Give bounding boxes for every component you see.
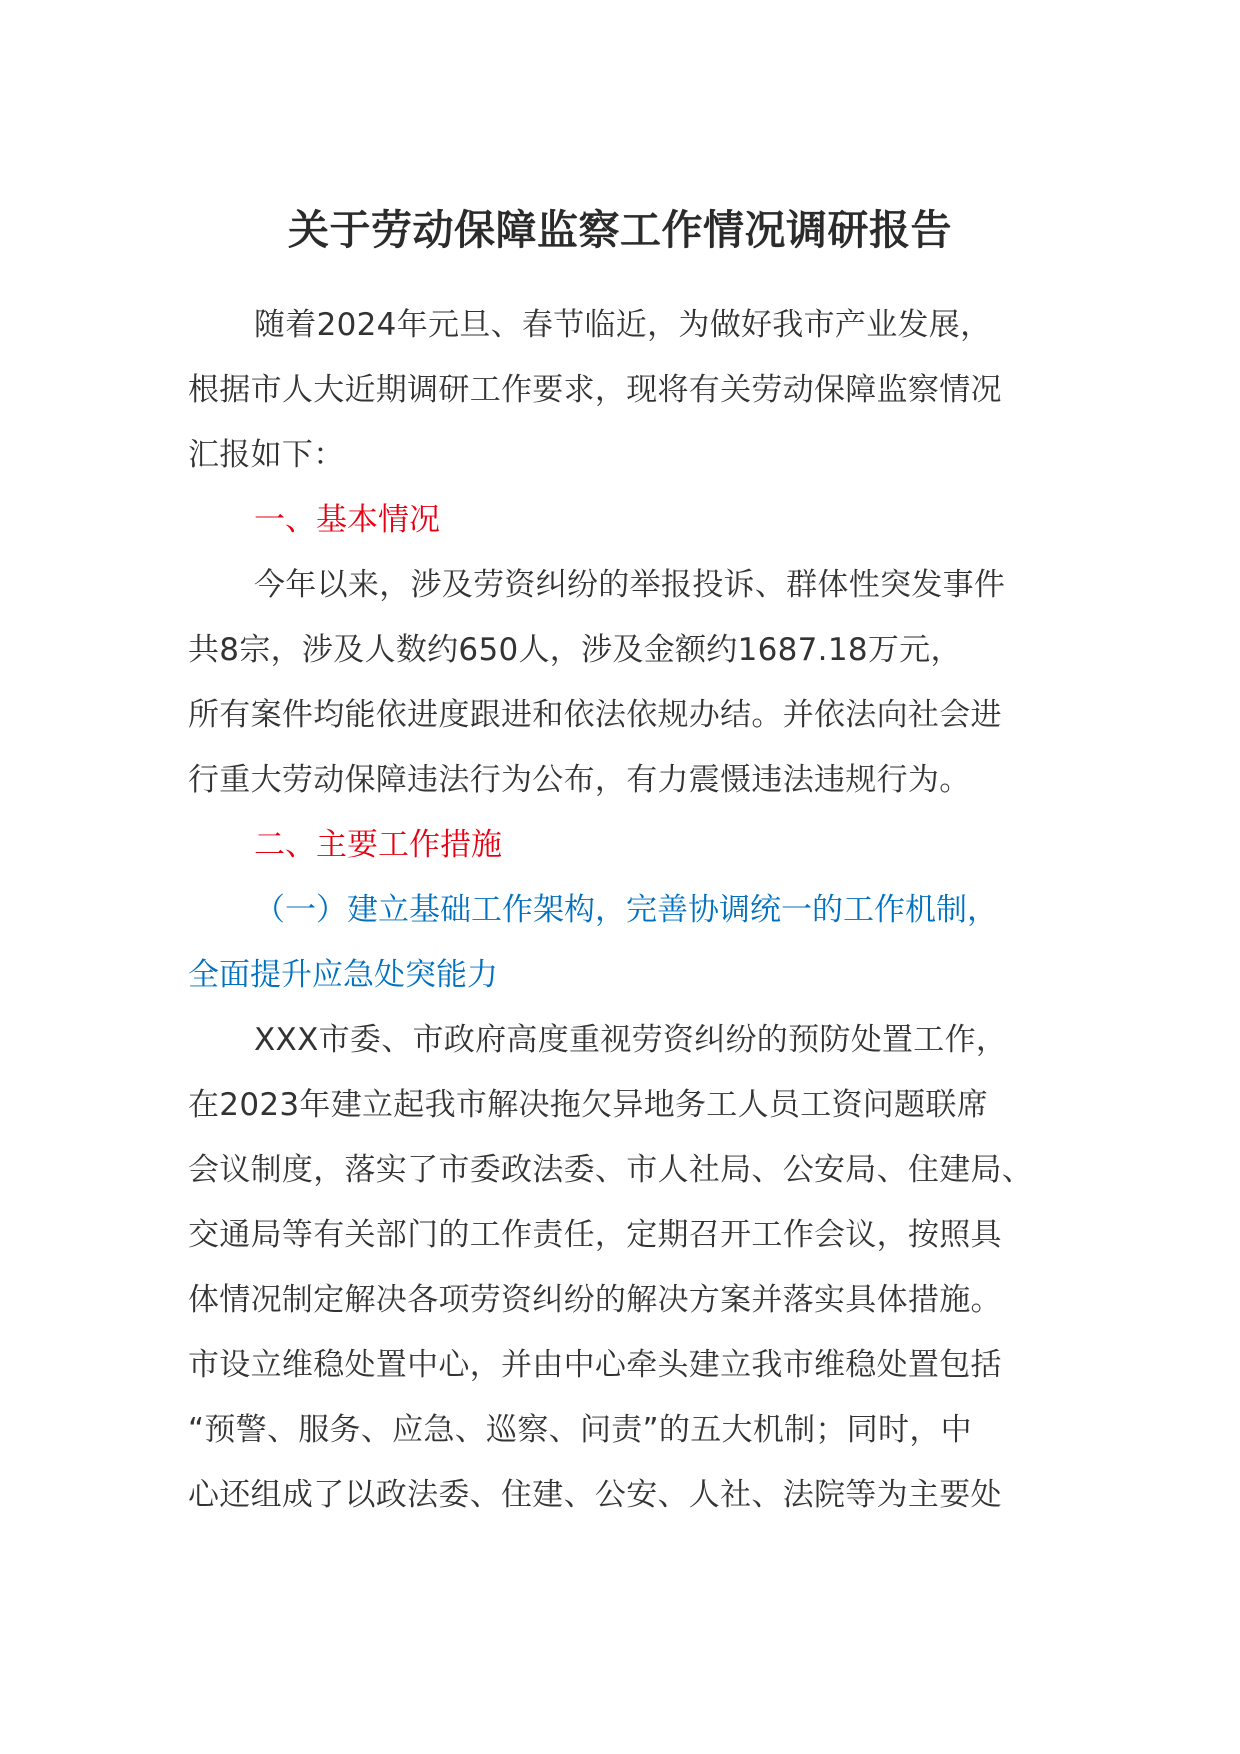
section2-line: 会议制度，落实了市委政法委、市人社局、公安局、住建局、 <box>188 1152 1034 1188</box>
section2-line: 在2023年建立起我市解决拖欠异地务工人员工资问题联席 <box>188 1087 988 1123</box>
section-heading-measures: 二、主要工作措施 <box>254 827 502 863</box>
section1-line: 共8宗，涉及人数约650人，涉及金额约1687.18万元， <box>188 632 962 668</box>
section1-line: 今年以来，涉及劳资纠纷的举报投诉、群体性突发事件 <box>254 567 1006 603</box>
intro-line: 随着2024年元旦、春节临近，为做好我市产业发展， <box>254 307 992 343</box>
document-title: 关于劳动保障监察工作情况调研报告 <box>288 206 952 254</box>
subheading-line: （一）建立基础工作架构，完善协调统一的工作机制， <box>254 892 998 928</box>
section2-line: XXX市委、市政府高度重视劳资纠纷的预防处置工作， <box>254 1022 1008 1058</box>
section2-paragraph <box>188 1008 1052 1528</box>
intro-line: 汇报如下： <box>188 437 345 473</box>
section2-line: 交通局等有关部门的工作责任，定期召开工作会议，按照具 <box>188 1217 1002 1253</box>
section-heading-basic: 一、基本情况 <box>254 502 440 538</box>
section2-line: “预警、服务、应急、巡察、问责”的五大机制；同时，中 <box>188 1412 972 1448</box>
section2-line: 市设立维稳处置中心，并由中心牵头建立我市维稳处置包括 <box>188 1347 1002 1383</box>
intro-paragraph <box>188 293 1052 488</box>
intro-line: 根据市人大近期调研工作要求，现将有关劳动保障监察情况 <box>188 372 1002 408</box>
section1-paragraph <box>188 553 1052 813</box>
document-body <box>188 200 1052 1528</box>
section1-line: 所有案件均能依进度跟进和依法依规办结。并依法向社会进 <box>188 697 1002 733</box>
subheading-line: 全面提升应急处突能力 <box>188 957 498 993</box>
subsection-heading <box>188 878 1052 1008</box>
section2-line: 心还组成了以政法委、住建、公安、人社、法院等为主要处 <box>188 1477 1002 1513</box>
section1-line: 行重大劳动保障违法行为公布，有力震慑违法违规行为。 <box>188 762 971 798</box>
section2-line: 体情况制定解决各项劳资纠纷的解决方案并落实具体措施。 <box>188 1282 1002 1318</box>
